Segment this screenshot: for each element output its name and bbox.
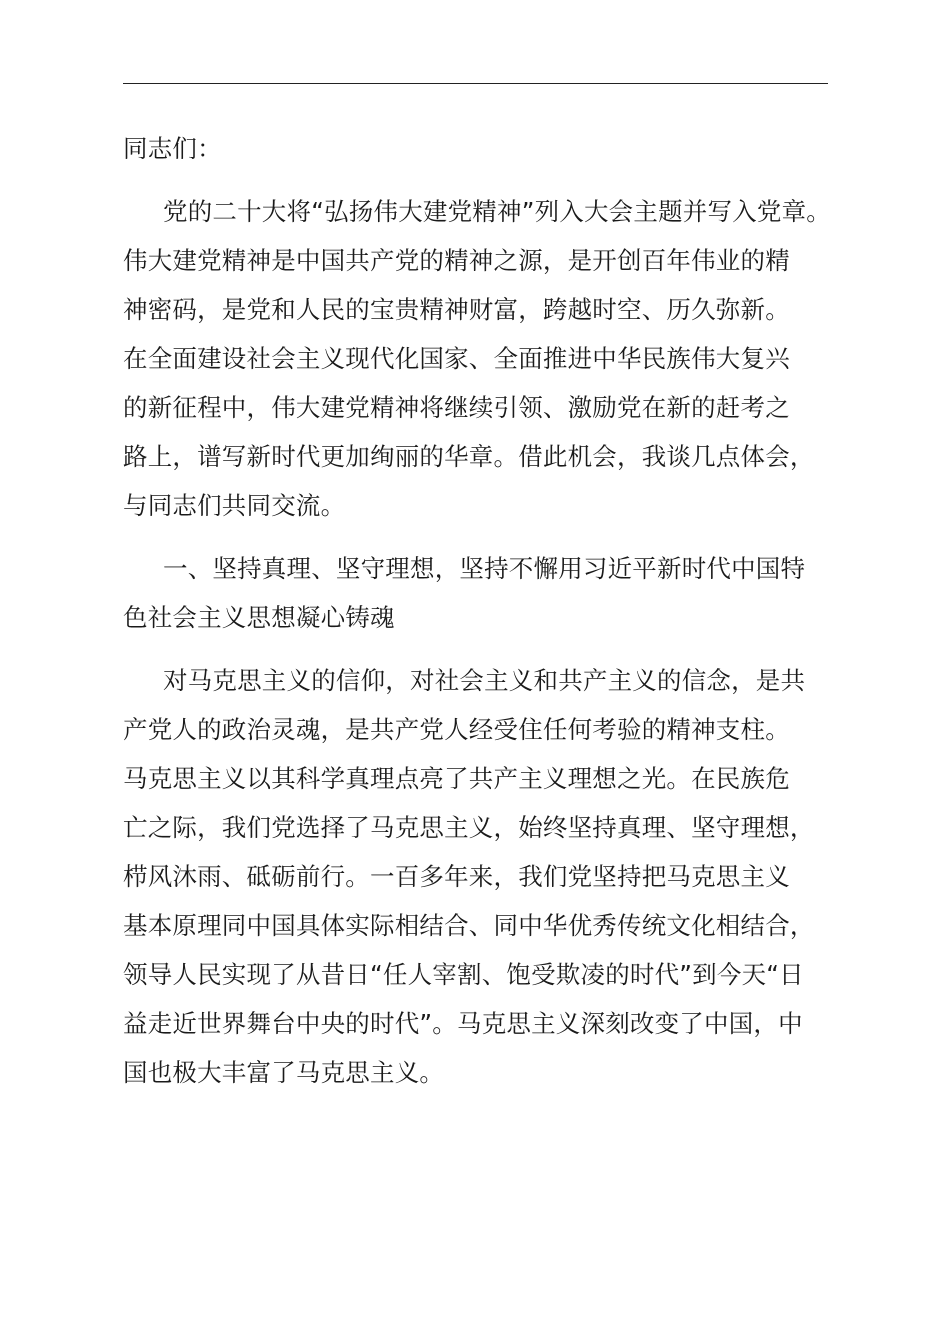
paragraph-line: 神密码，是党和人民的宝贵精神财富，跨越时空、历久弥新。 — [123, 295, 790, 324]
paragraph-line: 党的二十大将“弘扬伟大建党精神”列入大会主题并写入党章。 — [163, 197, 831, 226]
paragraph-line: 产党人的政治灵魂，是共产党人经受住任何考验的精神支柱。 — [123, 715, 790, 744]
paragraph-line: 与同志们共同交流。 — [123, 491, 346, 520]
paragraph-line: 对马克思主义的信仰，对社会主义和共产主义的信念，是共 — [163, 666, 806, 695]
paragraph-line: 马克思主义以其科学真理点亮了共产主义理想之光。在民族危 — [123, 764, 790, 793]
paragraph-line: 的新征程中，伟大建党精神将继续引领、激励党在新的赶考之 — [123, 393, 790, 422]
heading-line: 一、坚持真理、坚守理想，坚持不懈用习近平新时代中国特 — [163, 554, 806, 583]
paragraph-line: 亡之际，我们党选择了马克思主义，始终坚持真理、坚守理想， — [123, 813, 815, 842]
document-body — [123, 124, 831, 1097]
heading-line: 色社会主义思想凝心铸魂 — [123, 603, 395, 632]
paragraph-marxism — [123, 656, 828, 1097]
paragraph-line: 栉风沐雨、砥砺前行。一百多年来，我们党坚持把马克思主义 — [123, 862, 790, 891]
header-divider — [123, 83, 828, 84]
paragraph-line: 伟大建党精神是中国共产党的精神之源，是开创百年伟业的精 — [123, 246, 790, 275]
paragraph-line: 基本原理同中国具体实际相结合、同中华优秀传统文化相结合， — [123, 911, 815, 940]
section-heading-1 — [123, 544, 828, 642]
paragraph-line: 路上，谱写新时代更加绚丽的华章。借此机会，我谈几点体会， — [123, 442, 815, 471]
salutation: 同志们： — [123, 134, 222, 163]
paragraph-line: 在全面建设社会主义现代化国家、全面推进中华民族伟大复兴 — [123, 344, 790, 373]
paragraph-line: 领导人民实现了从昔日“任人宰割、饱受欺凌的时代”到今天“日 — [123, 960, 804, 989]
paragraph-intro — [123, 187, 831, 530]
paragraph-line: 国也极大丰富了马克思主义。 — [123, 1058, 445, 1087]
paragraph-line: 益走近世界舞台中央的时代”。马克思主义深刻改变了中国，中 — [123, 1009, 803, 1038]
